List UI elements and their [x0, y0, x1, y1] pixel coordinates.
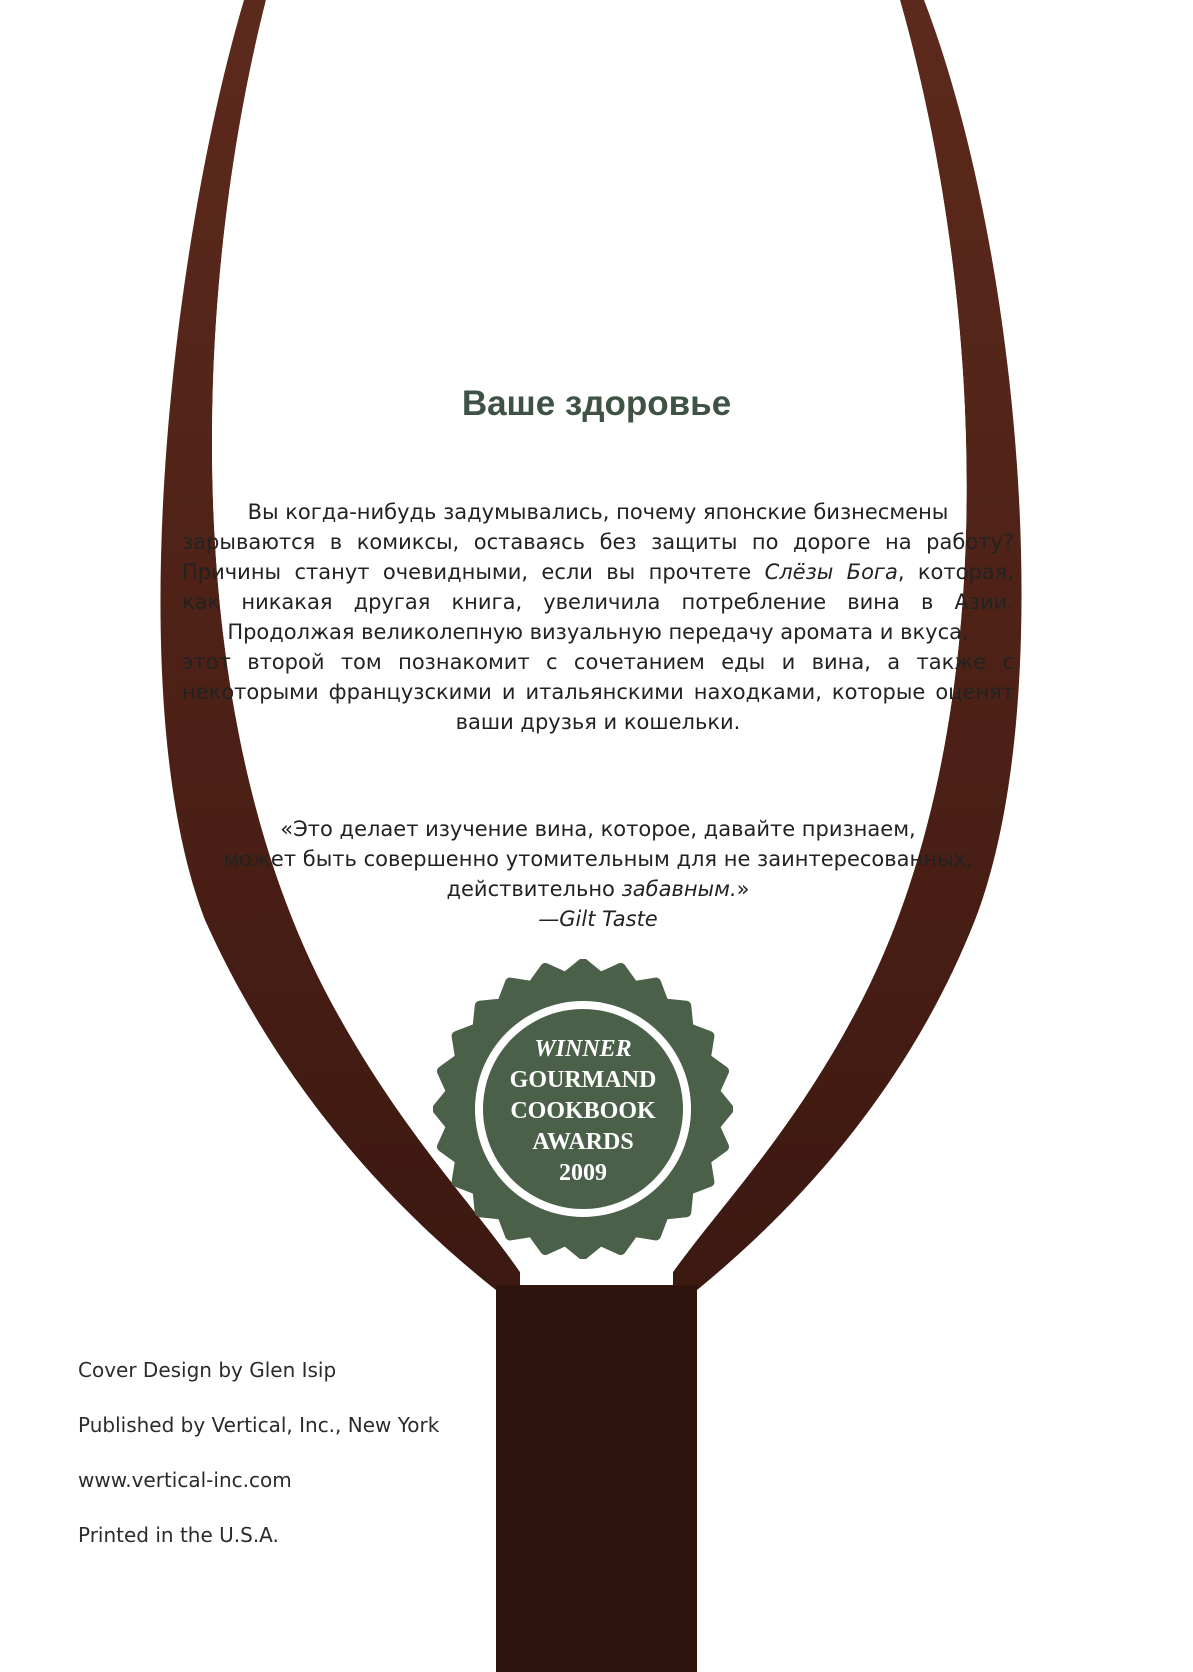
- page-title: Ваше здоровье: [461, 384, 732, 423]
- publisher-credits: [78, 1355, 439, 1575]
- blurb-line: некоторыми французскими и итальянскими находками, которые оценят: [182, 680, 1014, 704]
- blurb-text: , которая,: [897, 560, 1014, 584]
- publisher-credit: Published by Vertical, Inc., New York: [78, 1413, 440, 1437]
- blurb-line: зарываются в комиксы, оставаясь без защиты по дороге на работу?: [182, 530, 1014, 554]
- seal-text-winner: WINNER: [534, 1036, 632, 1062]
- description-blurb: [182, 497, 1014, 737]
- seal-text-year: 2009: [559, 1160, 607, 1186]
- blurb-line: этот второй том познакомит с сочетанием еды и вина, а также с: [182, 650, 1014, 674]
- attribution-text: —Gilt Taste: [538, 907, 658, 931]
- seal-text-gourmand: GOURMAND: [509, 1067, 657, 1093]
- blurb-line: как никакая другая книга, увеличила потребление вина в Азии.: [182, 590, 1014, 614]
- quote-attribution: [182, 904, 1014, 934]
- seal-text-awards: AWARDS: [532, 1129, 634, 1155]
- quote-text: »: [736, 877, 750, 901]
- quote-emphasis: забавным.: [621, 877, 737, 901]
- seal-text-cookbook: COOKBOOK: [510, 1098, 656, 1124]
- blurb-text: Причины станут очевидными, если вы прочтете: [182, 560, 765, 584]
- award-seal: [433, 959, 733, 1259]
- cover-design-credit: Cover Design by Glen Isip: [78, 1358, 337, 1382]
- blurb-line: ваши друзья и кошельки.: [455, 710, 741, 734]
- quote-text: действительно: [446, 877, 622, 901]
- printed-in-credit: Printed in the U.S.A.: [78, 1523, 279, 1547]
- blurb-line: Вы когда-нибудь задумывались, почему японские бизнесмены: [247, 500, 949, 524]
- book-title: Слёзы Бога: [764, 560, 898, 584]
- glass-stem: [496, 1285, 697, 1672]
- review-quote: [182, 814, 1014, 934]
- blurb-line: [182, 557, 1014, 587]
- quote-line: [182, 874, 1014, 904]
- blurb-line: Продолжая великолепную визуальную передачу аромата и вкуса,: [227, 620, 969, 644]
- quote-line: «Это делает изучение вина, которое, давайте признаем,: [280, 817, 916, 841]
- website-link[interactable]: www.vertical-inc.com: [78, 1468, 292, 1492]
- quote-line: может быть совершенно утомительным для не заинтересованных,: [223, 847, 973, 871]
